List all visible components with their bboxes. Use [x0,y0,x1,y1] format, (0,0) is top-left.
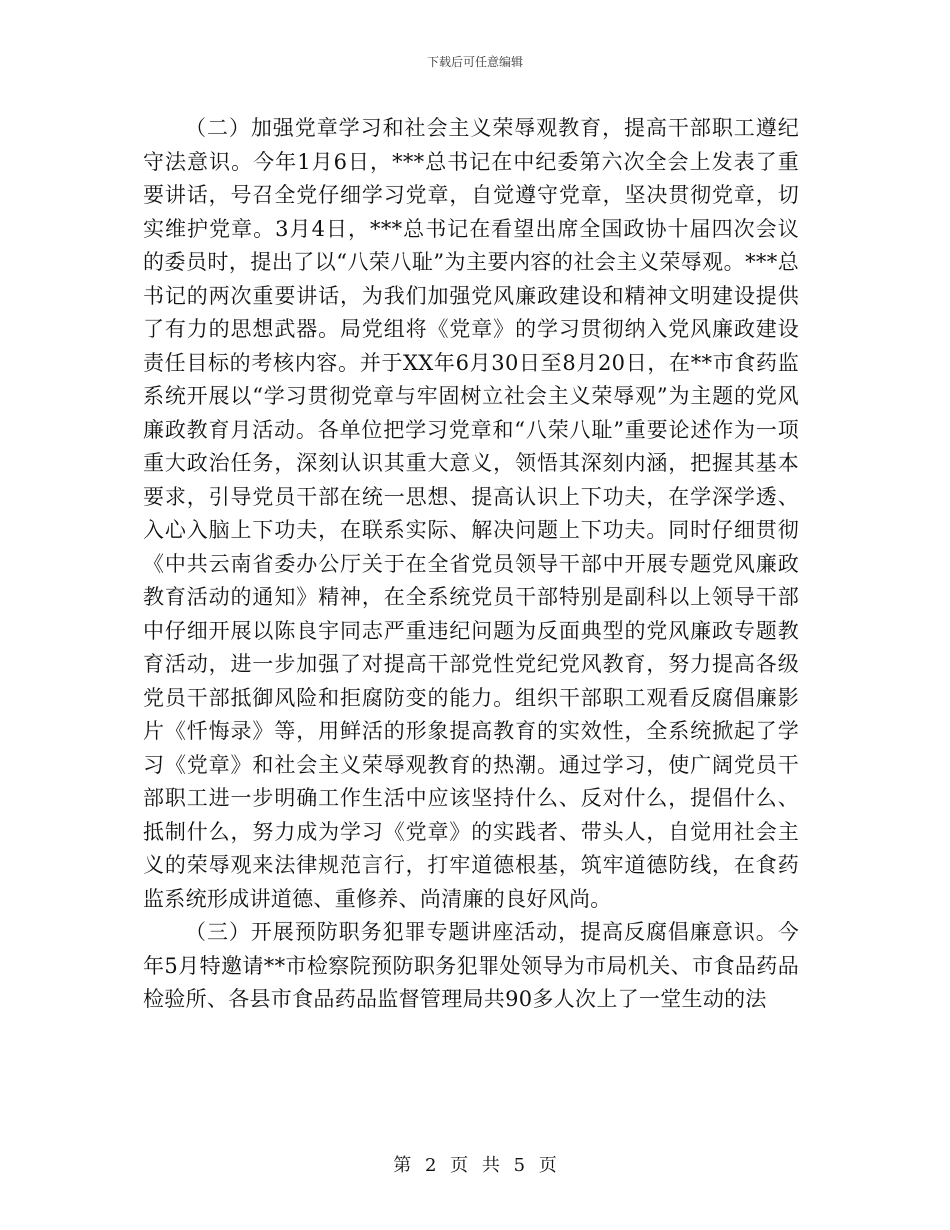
page-header: 下载后可任意编辑 [426,55,523,69]
paragraph-crime-prevention-lecture: （三）开展预防职务犯罪专题讲座活动，提高反腐倡廉意识。今年5月特邀请**市检察院预防职务犯罪处领导为市局机关、市食品药品检验所、各县市食品药品监督管理局共90多人次上了一堂生动的法 [143,920,799,1011]
paragraph-party-constitution-education: （二）加强党章学习和社会主义荣辱观教育，提高干部职工遵纪守法意识。今年1月6日，***总书记在中纪委第六次全会上发表了重要讲话，号召全党仔细学习党章，自觉遵守党章，坚决贯彻党章，切实维护党章。3月4日，***总书记在看望出席全国政协十届四次会议的委员时，提出了以“八荣八耻”为主要内容的社会主义荣辱观。***总书记的两次重要讲话，为我们加强党风廉政建设和精神文明建设提供了有力的思想武器。局党组将《党章》的学习贯彻纳入党风廉政建设责任目标的考核内容。并于XX年6月30日至8月20日，在**市食药监系统开展以“学习贯彻党章与牢固树立社会主义荣辱观”为主题的党风廉政教育月活动。各单位把学习党章和“八荣八耻”重要论述作为一项重大政治任务，深刻认识其重大意义，领悟其深刻内涵，把握其基本要求，引导党员干部在统一思想、提高认识上下功夫，在学深学透、入心入脑上下功夫，在联系实际、解决问题上下功夫。同时仔细贯彻《中共云南省委办公厅关于在全省党员领导干部中开展专题党风廉政教育活动的通知》精神，在全系统党员干部特别是副科以上领导干部中仔细开展以陈良宇同志严重违纪问题为反面典型的党风廉政专题教育活动，进一步加强了对提高干部党性党纪党风教育，努力提高各级党员干部抵御风险和拒腐防变的能力。组织干部职工观看反腐倡廉影片《忏悔录》等，用鲜活的形象提高教育的实效性，全系统掀起了学习《党章》和社会主义荣辱观教育的热潮。通过学习，使广阔党员干部职工进一步明确工作生活中应该坚持什么、反对什么，提倡什么、抵制什么，努力成为学习《党章》的实践者、带头人，自觉用社会主义的荣辱观来法律规范言行，打牢道德根基，筑牢道德防线，在食药监系统形成讲道德、重修养、尚清廉的良好风尚。 [143,116,799,911]
page-number: 第 2 页 共 5 页 [393,1155,557,1176]
document-body [143,112,799,1017]
